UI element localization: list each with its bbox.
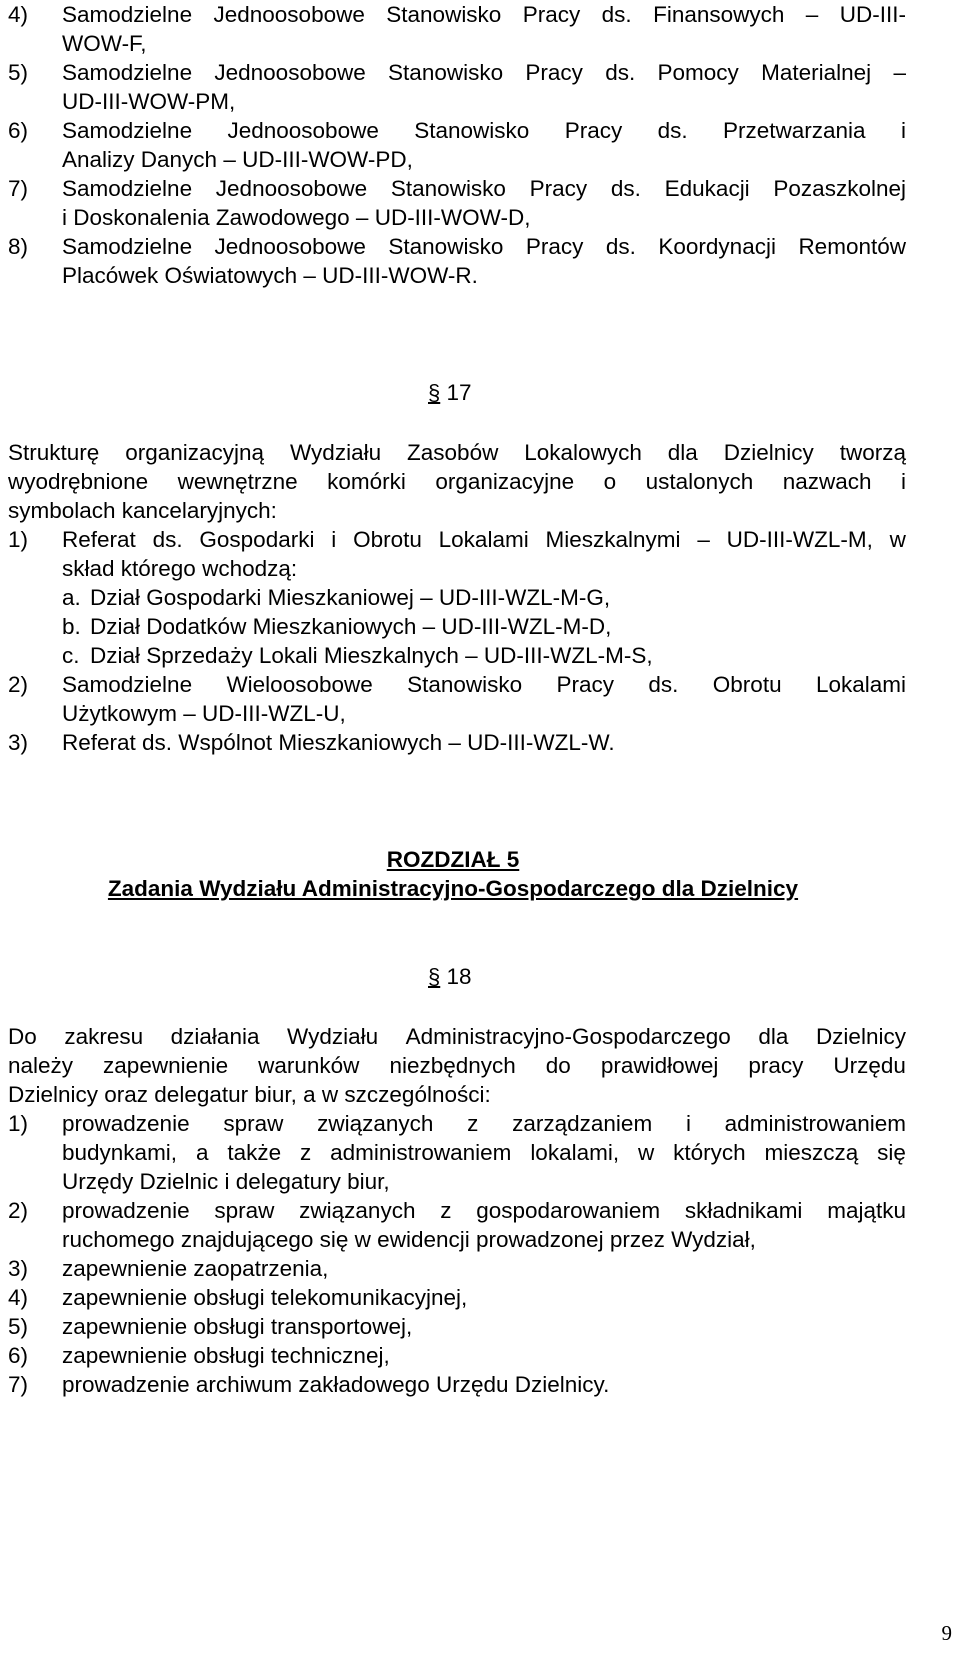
list-item-text: prowadzenie archiwum zakładowego Urzędu Dzielnicy. (62, 1372, 610, 1397)
section-18-intro-line: Do zakresu działania Wydziału Administracyjno-Gospodarczego dla Dzielnicy (8, 1024, 906, 1049)
list-item-number: 6) (8, 118, 29, 143)
chapter-heading: ROZDZIAŁ 5 (386, 847, 520, 872)
sublist-item-text: Dział Sprzedaży Lokali Mieszkalnych – UD-III-WZL-M-S, (90, 643, 653, 668)
list-item-text: Samodzielne Jednoosobowe Stanowisko Pracy ds. Edukacji Pozaszkolnej (62, 176, 906, 201)
list-item-number: 7) (8, 1372, 29, 1397)
list-item-number: 4) (8, 2, 29, 27)
list-item-text: zapewnienie zaopatrzenia, (62, 1256, 329, 1281)
list-item-text-continued: ruchomego znajdującego się w ewidencji prowadzonej przez Wydział, (62, 1227, 756, 1252)
list-item-number: 5) (8, 1314, 29, 1339)
list-item-number: 5) (8, 60, 29, 85)
chapter-title: Zadania Wydziału Administracyjno-Gospodarczego dla Dzielnicy (107, 876, 799, 901)
sublist-item-text: Dział Dodatków Mieszkaniowych – UD-III-WZL-M-D, (90, 614, 612, 639)
section-18-intro-line: Dzielnicy oraz delegatur biur, a w szczególności: (8, 1082, 491, 1107)
list-item-text: zapewnienie obsługi technicznej, (62, 1343, 390, 1368)
section-sign: § (428, 380, 441, 405)
list-item-text-continued: Urzędy Dzielnic i delegatury biur, (62, 1169, 390, 1194)
list-item-number: 1) (8, 527, 29, 552)
section-sign: § (428, 964, 441, 989)
list-item-text-continued: WOW-F, (62, 31, 147, 56)
section-17-heading (428, 378, 472, 408)
section-17-intro-line: wyodrębnione wewnętrzne komórki organizacyjne o ustalonych nazwach i (8, 469, 906, 494)
list-item-text: zapewnienie obsługi transportowej, (62, 1314, 413, 1339)
section-17-intro-line: Strukturę organizacyjną Wydziału Zasobów Lokalowych dla Dzielnicy tworzą (8, 440, 906, 465)
sublist-item-letter: a. (62, 585, 81, 610)
list-item-text: prowadzenie spraw związanych z gospodarowaniem składnikami majątku (62, 1198, 906, 1223)
list-item-number: 2) (8, 1198, 29, 1223)
list-item-text-continued: Analizy Danych – UD-III-WOW-PD, (62, 147, 413, 172)
section-18-heading (428, 962, 472, 992)
list-item-text: Samodzielne Jednoosobowe Stanowisko Pracy ds. Koordynacji Remontów (62, 234, 906, 259)
list-item-text: Samodzielne Jednoosobowe Stanowisko Pracy ds. Pomocy Materialnej – (62, 60, 906, 85)
sublist-item-letter: c. (62, 643, 80, 668)
list-item-number: 1) (8, 1111, 29, 1136)
list-item-number: 8) (8, 234, 29, 259)
list-item-text: Samodzielne Wieloosobowe Stanowisko Pracy ds. Obrotu Lokalami (62, 672, 906, 697)
list-item-text-continued: Placówek Oświatowych – UD-III-WOW-R. (62, 263, 478, 288)
list-item-text: zapewnienie obsługi telekomunikacyjnej, (62, 1285, 468, 1310)
list-item-text-continued: budynkami, a także z administrowaniem lokalami, w których mieszczą się (62, 1140, 906, 1165)
list-item-text: Referat ds. Gospodarki i Obrotu Lokalami Mieszkalnymi – UD-III-WZL-M, w (62, 527, 906, 552)
list-item-text-continued: skład którego wchodzą: (62, 556, 298, 581)
list-item-text-continued: UD-III-WOW-PM, (62, 89, 236, 114)
list-item-text-continued: Użytkowym – UD-III-WZL-U, (62, 701, 346, 726)
section-number: 18 (440, 964, 472, 989)
list-item-text: Samodzielne Jednoosobowe Stanowisko Pracy ds. Przetwarzania i (62, 118, 906, 143)
page-number: 9 (941, 1621, 952, 1645)
list-item-number: 6) (8, 1343, 29, 1368)
list-item-text: Samodzielne Jednoosobowe Stanowisko Pracy ds. Finansowych – UD-III- (62, 2, 906, 27)
section-number: 17 (440, 380, 472, 405)
sublist-item-letter: b. (62, 614, 81, 639)
list-item-number: 4) (8, 1285, 29, 1310)
list-item-number: 7) (8, 176, 29, 201)
section-18-intro-line: należy zapewnienie warunków niezbędnych do prawidłowej pracy Urzędu (8, 1053, 906, 1078)
list-item-text: Referat ds. Wspólnot Mieszkaniowych – UD-III-WZL-W. (62, 730, 615, 755)
list-item-text: prowadzenie spraw związanych z zarządzaniem i administrowaniem (62, 1111, 906, 1136)
section-17-intro-line: symbolach kancelaryjnych: (8, 498, 277, 523)
list-item-number: 3) (8, 1256, 29, 1281)
sublist-item-text: Dział Gospodarki Mieszkaniowej – UD-III-WZL-M-G, (90, 585, 611, 610)
list-item-number: 3) (8, 730, 29, 755)
list-item-number: 2) (8, 672, 29, 697)
list-item-text-continued: i Doskonalenia Zawodowego – UD-III-WOW-D, (62, 205, 531, 230)
